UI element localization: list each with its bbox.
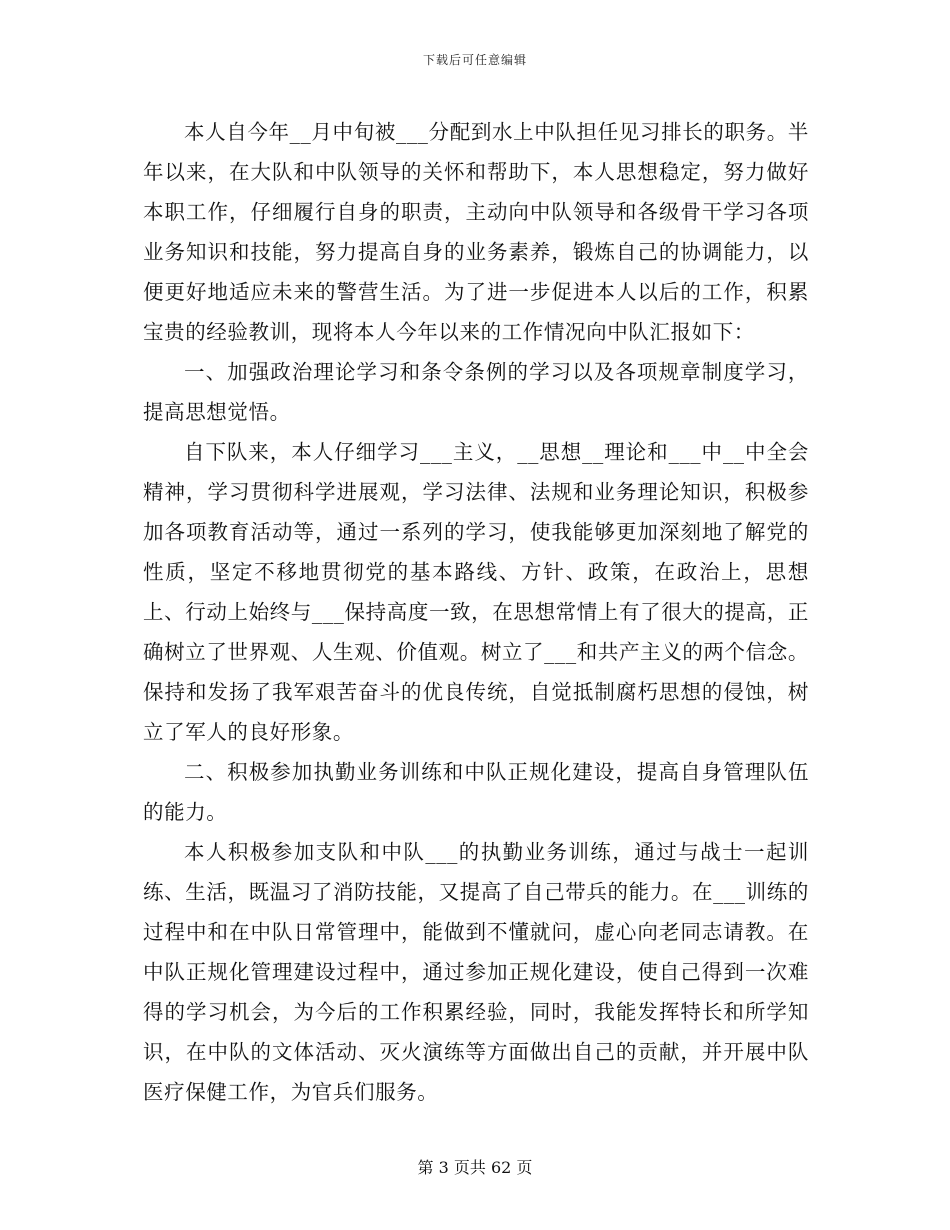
section-heading-2: 二、积极参加执勤业务训练和中队正规化建设，提高自身管理队伍的能力。 xyxy=(143,760,809,824)
section-heading-1: 一、加强政治理论学习和条令条例的学习以及各项规章制度学习，提高思想觉悟。 xyxy=(143,360,809,424)
page-header-note: 下载后可任意编辑 xyxy=(422,53,527,67)
document-body xyxy=(143,112,809,1112)
paragraph-intro: 本人自今年__月中旬被___分配到水上中队担任见习排长的职务。半年以来，在大队和中队领导的关怀和帮助下，本人思想稳定，努力做好本职工作，仔细履行自身的职责，主动向中队领导和各级骨干学习各项业务知识和技能，努力提高自身的业务素养，锻炼自己的协调能力，以便更好地适应未来的警营生活。为了进一步促进本人以后的工作，积累宝贵的经验教训，现将本人今年以来的工作情况向中队汇报如下： xyxy=(143,120,809,344)
page-number: 第 3 页共 62 页 xyxy=(417,1158,533,1177)
paragraph-section-1: 自下队来，本人仔细学习___主义，__思想__理论和___中__中全会精神，学习贯彻科学进展观，学习法律、法规和业务理论知识，积极参加各项教育活动等，通过一系列的学习，使我能够更加深刻地了解党的性质，坚定不移地贯彻党的基本路线、方针、政策，在政治上，思想上、行动上始终与___保持高度一致，在思想常情上有了很大的提高，正确树立了世界观、人生观、价值观。树立了___和共产主义的两个信念。保持和发扬了我军艰苦奋斗的优良传统，自觉抵制腐朽思想的侵蚀，树立了军人的良好形象。 xyxy=(143,440,809,744)
paragraph-section-2: 本人积极参加支队和中队___的执勤业务训练，通过与战士一起训练、生活，既温习了消防技能，又提高了自己带兵的能力。在___训练的过程中和在中队日常管理中，能做到不懂就问，虚心向老同志请教。在中队正规化管理建设过程中，通过参加正规化建设，使自己得到一次难得的学习机会，为今后的工作积累经验，同时，我能发挥特长和所学知识，在中队的文体活动、灭火演练等方面做出自己的贡献，并开展中队医疗保健工作，为官兵们服务。 xyxy=(143,840,809,1104)
